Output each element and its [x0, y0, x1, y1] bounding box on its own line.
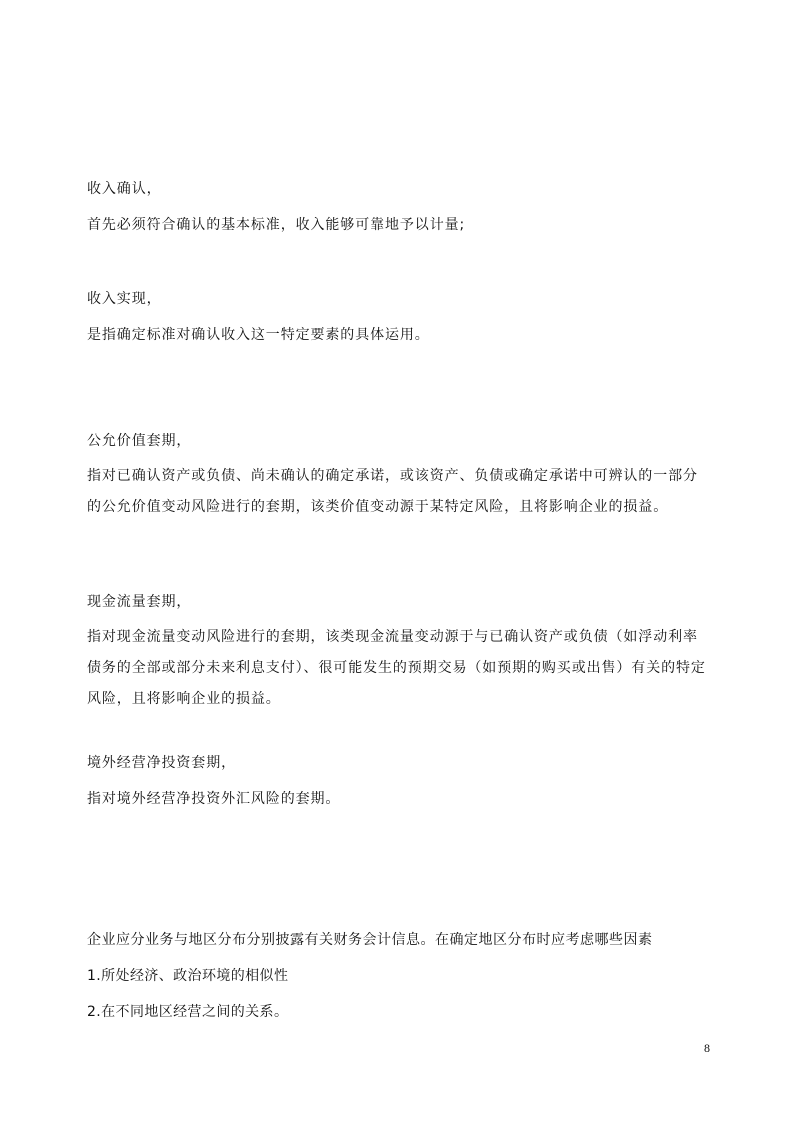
heading-cash-flow-hedge: 现金流量套期，	[87, 594, 192, 610]
answer-item: 1.所处经济、政治环境的相似性	[87, 968, 289, 984]
heading-revenue-recognition: 收入确认，	[87, 181, 162, 197]
answer-item: 2.在不同地区经营之间的关系。	[87, 1004, 289, 1020]
heading-net-investment-hedge: 境外经营净投资套期，	[87, 755, 236, 771]
body-revenue-realization: 是指确定标准对确认收入这一特定要素的具体运用。	[87, 327, 430, 343]
heading-revenue-realization: 收入实现，	[87, 291, 162, 307]
page-number: 8	[704, 1041, 710, 1055]
question-text: 企业应分业务与地区分布分别披露有关财务会计信息。在确定地区分布时应考虑哪些因素	[87, 932, 653, 948]
body-cash-flow-hedge: 指对现金流量变动风险进行的套期，该类现金流量变动源于与已确认资产或负债（如浮动利率债务的全部或部分未来利息支付）、很可能发生的预期交易（如预期的购买或出售）有关的特定风险，且将影响企业的损益。	[87, 629, 706, 707]
body-net-investment-hedge: 指对境外经营净投资外汇风险的套期。	[87, 791, 341, 807]
body-revenue-recognition: 首先必须符合确认的基本标准，收入能够可靠地予以计量;	[87, 217, 466, 233]
body-fair-value-hedge: 指对已确认资产或负债、尚未确认的确定承诺，或该资产、负债或确定承诺中可辨认的一部分的公允价值变动风险进行的套期，该类价值变动源于某特定风险，且将影响企业的损益。	[87, 468, 698, 515]
heading-fair-value-hedge: 公允价值套期，	[87, 433, 192, 449]
